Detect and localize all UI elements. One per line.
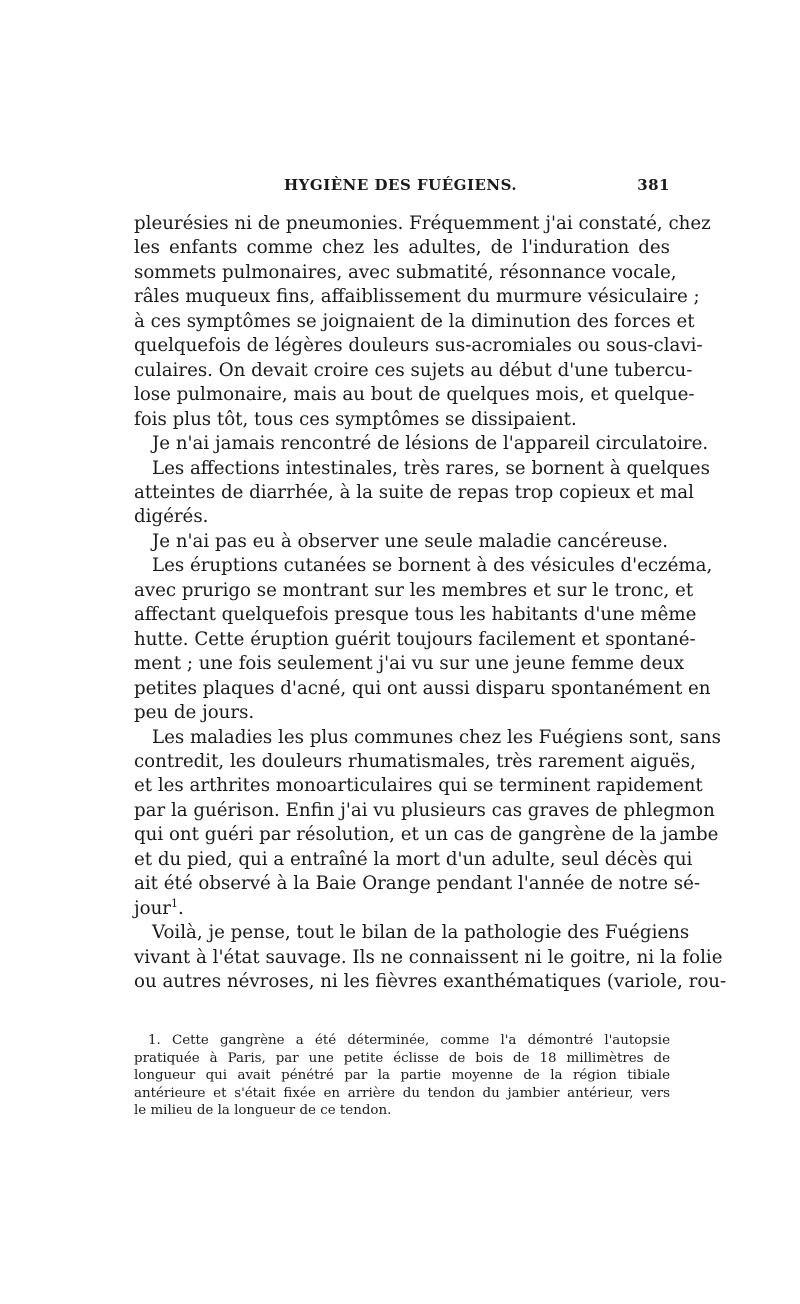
text-line: hutte. Cette éruption guérit toujours facilement et spontané- bbox=[134, 628, 696, 650]
text-fragment: jour bbox=[134, 897, 171, 919]
text-line: atteintes de diarrhée, à la suite de repas trop copieux et mal bbox=[134, 481, 694, 503]
text-line bbox=[134, 897, 670, 921]
page-number: 381 bbox=[637, 176, 670, 194]
text-line: fois plus tôt, tous ces symptômes se dissipaient. bbox=[134, 408, 577, 430]
footnote bbox=[134, 1032, 670, 1120]
footnote-line: longueur qui avait pénétré par la partie moyenne de la région tibiale bbox=[134, 1068, 670, 1084]
text-line: râles muqueux fins, affaiblissement du murmure vésiculaire ; bbox=[134, 286, 700, 308]
text-line: Je n'ai pas eu à observer une seule maladie cancéreuse. bbox=[152, 530, 669, 552]
text-line: à ces symptômes se joignaient de la diminution des forces et bbox=[134, 310, 695, 332]
text-line: sommets pulmonaires, avec submatité, résonnance vocale, bbox=[134, 261, 677, 283]
text-line: qui ont guéri par résolution, et un cas de gangrène de la jambe bbox=[134, 824, 719, 846]
footnote-line: le milieu de la longueur de ce tendon. bbox=[134, 1103, 392, 1119]
text-line: ou autres névroses, ni les fièvres exanthématiques (variole, rou- bbox=[134, 971, 727, 993]
main-text bbox=[134, 212, 727, 995]
text-fragment: . bbox=[178, 897, 184, 919]
text-line: ait été observé à la Baie Orange pendant l'année de notre sé- bbox=[134, 873, 700, 895]
text-line: Je n'ai jamais rencontré de lésions de l'appareil circulatoire. bbox=[152, 433, 709, 455]
paragraph-3 bbox=[134, 457, 710, 530]
text-line: Les éruptions cutanées se bornent à des vésicules d'eczéma, bbox=[152, 555, 713, 577]
footnote-line: 1. Cette gangrène a été déterminée, comme l'a démontré l'autopsie bbox=[148, 1033, 670, 1048]
text-line: Les affections intestinales, très rares, se bornent à quelques bbox=[152, 457, 710, 479]
text-line: quelquefois de légères douleurs sus-acromiales ou sous-clavi- bbox=[134, 335, 703, 357]
paragraph-1 bbox=[134, 212, 711, 432]
text-line: petites plaques d'acné, qui ont aussi disparu spontanément en bbox=[134, 677, 711, 699]
running-header bbox=[134, 176, 670, 202]
running-title: HYGIÈNE DES FUÉGIENS. bbox=[284, 176, 518, 194]
text-line: vivant à l'état sauvage. Ils ne connaissent ni le goitre, ni la folie bbox=[134, 946, 723, 968]
text-line: pleurésies ni de pneumonies. Fréquemment j'ai constaté, chez bbox=[134, 213, 711, 234]
text-line: et les arthrites monoarticulaires qui se terminent rapidement bbox=[134, 775, 703, 797]
text-line: contredit, les douleurs rhumatismales, très rarement aiguës, bbox=[134, 750, 696, 772]
text-line: par la guérison. Enfin j'ai vu plusieurs cas graves de phlegmon bbox=[134, 799, 715, 821]
text-line: culaires. On devait croire ces sujets au début d'une tubercu- bbox=[134, 359, 693, 381]
text-line: Voilà, je pense, tout le bilan de la pathologie des Fuégiens bbox=[152, 922, 690, 944]
text-line: Les maladies les plus communes chez les Fuégiens sont, sans bbox=[152, 726, 721, 748]
text-line: peu de jours. bbox=[134, 702, 255, 724]
paragraph-5 bbox=[134, 554, 713, 725]
footnote-reference[interactable]: 1 bbox=[171, 896, 178, 910]
paragraph-7 bbox=[134, 921, 727, 994]
paragraph-6 bbox=[134, 726, 721, 922]
text-line: avec prurigo se montrant sur les membres et sur le tronc, et bbox=[134, 579, 694, 601]
text-line: et du pied, qui a entraîné la mort d'un adulte, seul décès qui bbox=[134, 848, 693, 870]
text-line: les enfants comme chez les adultes, de l'induration des bbox=[134, 237, 670, 259]
footnote-line: antérieure et s'était fixée en arrière du tendon du jambier antérieur, vers bbox=[134, 1085, 670, 1101]
text-line: digérés. bbox=[134, 506, 209, 528]
paragraph-4 bbox=[134, 530, 670, 554]
text-line: lose pulmonaire, mais au bout de quelques mois, et quelque- bbox=[134, 384, 695, 406]
footnote-line: pratiquée à Paris, par une petite éclisse de bois de 18 millimètres de bbox=[134, 1050, 670, 1066]
text-line: affectant quelquefois presque tous les habitants d'une même bbox=[134, 604, 697, 626]
text-line: ment ; une fois seulement j'ai vu sur une jeune femme deux bbox=[134, 653, 685, 675]
paragraph-2 bbox=[134, 432, 709, 456]
